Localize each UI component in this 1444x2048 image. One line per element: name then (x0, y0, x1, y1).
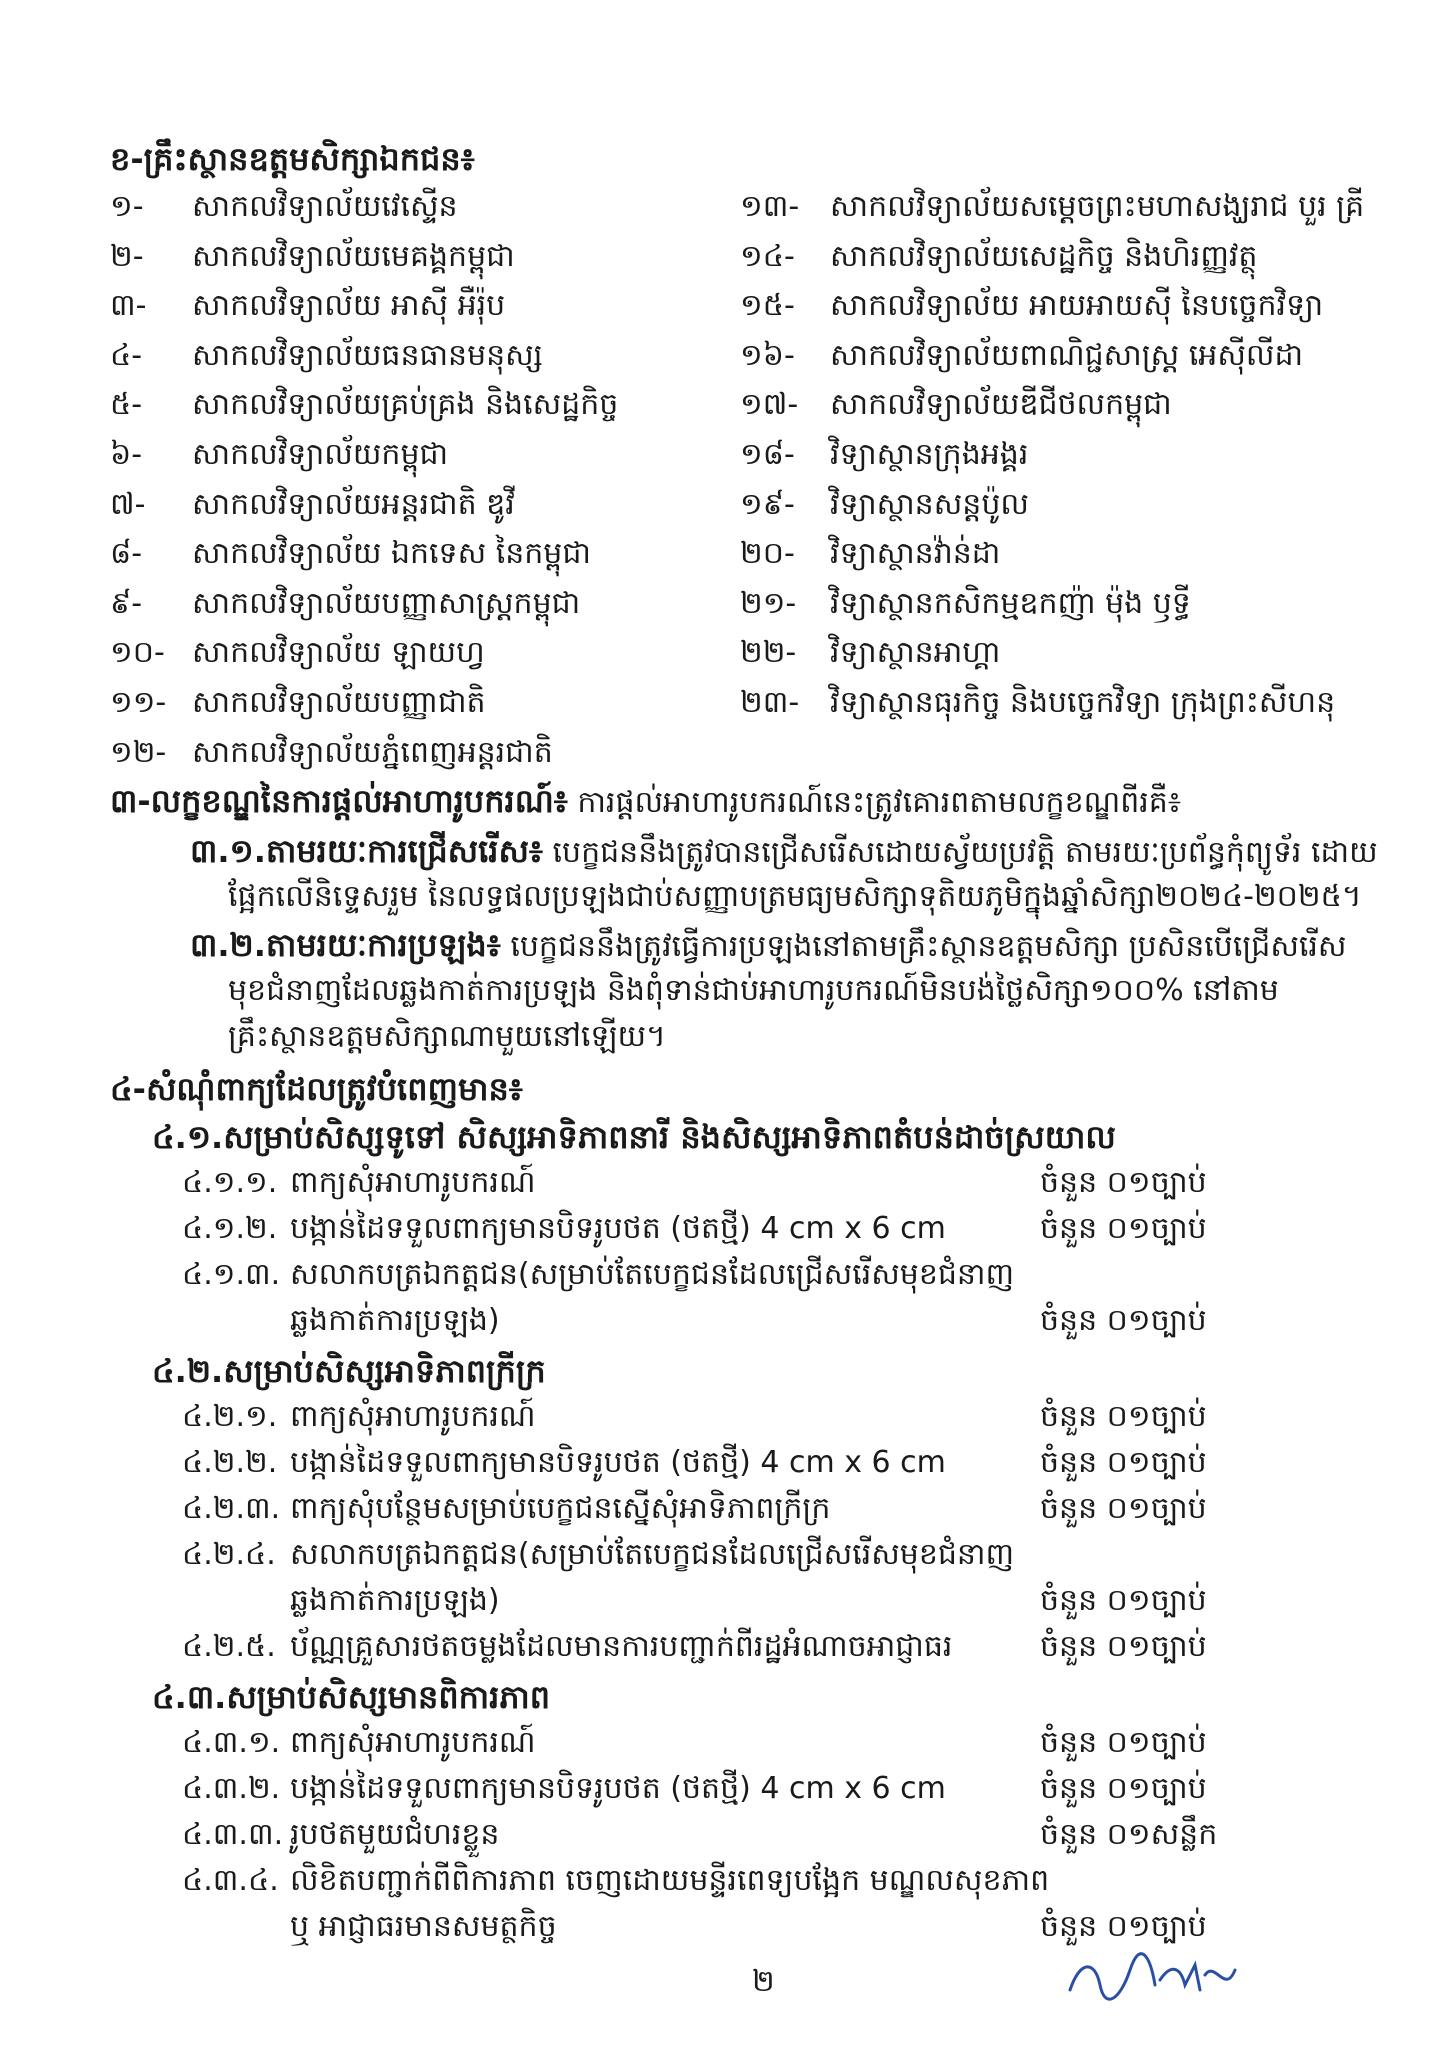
section-4-3-2-qty: ចំនួន ០១ច្បាប់ (1040, 1771, 1207, 1806)
section-4-2-4-qty: ចំនួន ០១ច្បាប់ (1040, 1583, 1207, 1618)
section-4-title: ៤-សំណុំពាក្យដែលត្រូវបំពេញមាន៖ (110, 1070, 523, 1108)
list-item-number: ២២- (740, 635, 797, 670)
signature-icon (1060, 1950, 1260, 2010)
list-item: សាកលវិទ្យាល័យសេដ្ឋកិច្ច និងហិរញ្ញវត្ថុ (830, 239, 1258, 274)
list-item-number: ១៤- (740, 239, 795, 274)
list-item-number: ២- (110, 239, 144, 274)
list-item: វិទ្យាស្ថានធុរកិច្ច និងបច្ចេកវិទ្យា ក្រុងព្រះសីហនុ (830, 685, 1336, 720)
list-item: សាកលវិទ្យាល័យបញ្ញាសាស្ត្រកម្ពុជា (192, 586, 581, 621)
list-item-number: ១២- (110, 735, 167, 770)
section-4-1-1-number: ៤.១.១. (182, 1165, 278, 1200)
list-item: សាកលវិទ្យាល័យវេស្ទើន (192, 189, 458, 224)
section-4-1-2-text: បង្កាន់ដៃទទួលពាក្យមានបិទរូបថត (ថតថ្មី) 4 cm x 6 cm (290, 1211, 946, 1246)
section-3-item-2-label: ៣.២.តាមរយៈការប្រឡង៖ (190, 926, 501, 964)
list-item-number: ២១- (740, 586, 797, 621)
section-4-2-4-number: ៤.២.៤. (182, 1537, 276, 1572)
section-3-item-2-text-cont2: គ្រឹះស្ថានឧត្តមសិក្សាណាមួយនៅឡើយ។ (228, 1019, 666, 1054)
list-item: សាកលវិទ្យាល័យ ឡាយហ្វ (192, 635, 485, 670)
section-4-2-2-number: ៤.២.២. (182, 1445, 278, 1480)
section-4-3-1-qty: ចំនួន ០១ច្បាប់ (1040, 1725, 1207, 1760)
section-3-item-2-text: បេក្ខជននឹងត្រូវធ្វើការប្រឡងនៅតាមគ្រឹះស្ថានឧត្តមសិក្សា ប្រសិនបើជ្រើសរើស (510, 929, 1347, 964)
list-item-number: ៣- (110, 288, 147, 323)
list-item: សាកលវិទ្យាល័យកម្ពុជា (192, 437, 449, 472)
section-3-item-2-text-cont: មុខជំនាញដែលឆ្លងកាត់ការប្រឡង និងពុំទាន់ជាប់អាហារូបករណ៍មិនបង់ថ្លៃសិក្សា១០០% នៅតាម (228, 973, 1279, 1008)
list-item-number: ១០- (110, 635, 165, 670)
list-item-number: ៩- (110, 586, 143, 621)
list-item: សាកលវិទ្យាល័យ អាស៊ី អឺរ៉ុប (192, 288, 506, 323)
section-4-2-1-text: ពាក្យសុំអាហារូបករណ៍ (290, 1399, 536, 1434)
section-3-item-1-text: បេក្ខជននឹងត្រូវបានជ្រើសរើសដោយស្វ័យប្រវត្តិ តាមរយៈប្រព័ន្ធកុំព្យូទ័រ ដោយ (552, 835, 1378, 870)
list-item: សាកលវិទ្យាល័យពាណិជ្ជសាស្ត្រ អេស៊ីលីដា (830, 338, 1304, 373)
list-item: វិទ្យាស្ថានកសិកម្មឧកញ៉ា ម៉ុង ឫទ្ធី (830, 586, 1191, 621)
list-item-number: ៥- (110, 387, 143, 422)
section-4-2-4-text: សលាកបត្រឯកត្តជន(សម្រាប់តែបេក្ខជនដែលជ្រើសរើសមុខជំនាញ (290, 1537, 1015, 1572)
list-item-number: ១- (110, 189, 144, 224)
section-4-2-3-text: ពាក្យសុំបន្ថែមសម្រាប់បេក្ខជនស្នើសុំអាទិភាពក្រីក្រ (290, 1491, 831, 1526)
list-item-number: ៨- (110, 536, 143, 571)
section-4-1-1-qty: ចំនួន ០១ច្បាប់ (1040, 1165, 1207, 1200)
list-item-number: ១៦- (740, 338, 795, 373)
section-4-2-4-text-cont: ឆ្លងកាត់ការប្រឡង) (290, 1583, 500, 1618)
section-4-3-3-text: រូបថតមួយជំហរខ្លួន (290, 1817, 500, 1852)
section-4-2-3-number: ៤.២.៣. (182, 1491, 281, 1526)
list-item: សាកលវិទ្យាល័យ ឯកទេស នៃកម្ពុជា (192, 536, 591, 571)
section-4-1-2-qty: ចំនួន ០១ច្បាប់ (1040, 1211, 1207, 1246)
section-4-1-3-text: សលាកបត្រឯកត្តជន(សម្រាប់តែបេក្ខជនដែលជ្រើសរើសមុខជំនាញ (290, 1257, 1015, 1292)
section-4-1-3-number: ៤.១.៣. (182, 1257, 281, 1292)
list-item: សាកលវិទ្យាល័យ អាយអាយស៊ី នៃបច្ចេកវិទ្យា (830, 288, 1324, 323)
section-4-2-title: ៤.២.សម្រាប់សិស្សអាទិភាពក្រីក្រ (152, 1352, 546, 1390)
list-item: សាកលវិទ្យាល័យអន្តរជាតិ ឌូវី (192, 487, 515, 522)
section-3-title: ៣-លក្ខខណ្ឌនៃការផ្តល់អាហារូបករណ៍៖ (110, 782, 568, 820)
list-item: សាកលវិទ្យាល័យធនធានមនុស្ស (192, 338, 543, 373)
list-item: វិទ្យាស្ថានក្រុងអង្គរ (830, 437, 1029, 472)
section-4-1-title: ៤.១.សម្រាប់សិស្សទូទៅ សិស្សអាទិភាពនារី និងសិស្សអាទិភាពតំបន់ដាច់ស្រយាល (152, 1118, 1116, 1156)
section-4-2-1-qty: ចំនួន ០១ច្បាប់ (1040, 1399, 1207, 1434)
section-4-3-4-text: លិខិតបញ្ជាក់ពីពិការភាព ចេញដោយមន្ទីរពេទ្យបង្អែក មណ្ឌលសុខភាព (290, 1863, 1050, 1898)
list-item-number: ២៣- (740, 685, 800, 720)
section-4-2-2-text: បង្កាន់ដៃទទួលពាក្យមានបិទរូបថត (ថតថ្មី) 4 cm x 6 cm (290, 1445, 946, 1480)
list-item-number: ១៩- (740, 487, 795, 522)
list-item-number: ១៥- (740, 288, 795, 323)
section-3-item-1-label: ៣.១.តាមរយៈការជ្រើសរើស៖ (190, 832, 543, 870)
section-b-title: ខ-គ្រឹះស្ថានឧត្តមសិក្សាឯកជន៖ (110, 140, 475, 178)
list-item-number: ៤- (110, 338, 143, 373)
section-4-1-2-number: ៤.១.២. (182, 1211, 278, 1246)
list-item-number: ១៣- (740, 189, 800, 224)
list-item-number: ១១- (110, 685, 167, 720)
list-item: វិទ្យាស្ថានអាហ្គា (830, 635, 1001, 670)
section-4-3-title: ៤.៣.សម្រាប់សិស្សមានពិការភាព (152, 1678, 551, 1716)
section-3-item-1-text-cont: ផ្អែកលើនិទ្ទេសរួម នៃលទ្ធផលប្រឡងជាប់សញ្ញាបត្រមធ្យមសិក្សាទុតិយភូមិក្នុងឆ្នាំសិក្សា២០២៤-២០២៥។ (228, 879, 1362, 914)
section-4-3-2-text: បង្កាន់ដៃទទួលពាក្យមានបិទរូបថត (ថតថ្មី) 4 cm x 6 cm (290, 1771, 946, 1806)
page-number: ២ (752, 1964, 775, 1999)
list-item: សាកលវិទ្យាល័យភ្នំពេញអន្តរជាតិ (192, 735, 553, 770)
section-4-1-3-text-cont: ឆ្លងកាត់ការប្រឡង) (290, 1303, 500, 1338)
section-4-3-4-number: ៤.៣.៤. (182, 1863, 279, 1898)
list-item-number: ៦- (110, 437, 143, 472)
section-4-3-1-number: ៤.៣.១. (182, 1725, 281, 1760)
list-item: សាកលវិទ្យាល័យសម្តេចព្រះមហាសង្ឃរាជ បួរ គ្រី (830, 189, 1365, 224)
list-item-number: ៧- (110, 487, 146, 522)
list-item: សាកលវិទ្យាល័យមេគង្គកម្ពុជា (192, 239, 515, 274)
section-4-3-3-qty: ចំនួន ០១សន្លឹក (1040, 1817, 1218, 1852)
section-3-intro: ការផ្តល់អាហារូបករណ៍នេះត្រូវគោរពតាមលក្ខខណ្ឌពីរគឺ៖ (577, 785, 1182, 820)
list-item: វិទ្យាស្ថានវ៉ាន់ដា (830, 536, 1001, 571)
section-3-item-1 (190, 830, 1378, 874)
section-4-2-5-number: ៤.២.៥. (182, 1629, 276, 1664)
section-4-3-1-text: ពាក្យសុំអាហារូបករណ៍ (290, 1725, 536, 1760)
section-4-1-1-text: ពាក្យសុំអាហារូបករណ៍ (290, 1165, 536, 1200)
list-item: សាកលវិទ្យាល័យឌីជីថលកម្ពុជា (830, 387, 1172, 422)
section-4-2-2-qty: ចំនួន ០១ច្បាប់ (1040, 1445, 1207, 1480)
list-item: វិទ្យាស្ថានសន្តប៉ូល (830, 487, 1029, 522)
section-4-2-5-qty: ចំនួន ០១ច្បាប់ (1040, 1629, 1207, 1664)
section-3-item-2 (190, 924, 1347, 968)
section-4-2-3-qty: ចំនួន ០១ច្បាប់ (1040, 1491, 1207, 1526)
section-4-3-4-text-cont: ឬ អាជ្ញាធរមានសមត្ថកិច្ច (290, 1909, 557, 1944)
section-4-3-4-qty: ចំនួន ០១ច្បាប់ (1040, 1909, 1207, 1944)
section-3-heading (110, 780, 1181, 824)
list-item-number: ១៧- (740, 387, 799, 422)
section-4-3-3-number: ៤.៣.៣. (182, 1817, 284, 1852)
section-4-2-1-number: ៤.២.១. (182, 1399, 278, 1434)
list-item-number: ២០- (740, 536, 795, 571)
section-4-1-3-qty: ចំនួន ០១ច្បាប់ (1040, 1303, 1207, 1338)
section-4-3-2-number: ៤.៣.២. (182, 1771, 281, 1806)
list-item-number: ១៨- (740, 437, 795, 472)
section-4-2-5-text: ប័ណ្ណគ្រួសារថតចម្លងដែលមានការបញ្ជាក់ពីរដ្ឋអំណាចអាជ្ញាធរ (290, 1629, 953, 1664)
list-item: សាកលវិទ្យាល័យគ្រប់គ្រង និងសេដ្ឋកិច្ច (192, 387, 619, 422)
list-item: សាកលវិទ្យាល័យបញ្ញាជាតិ (192, 685, 486, 720)
